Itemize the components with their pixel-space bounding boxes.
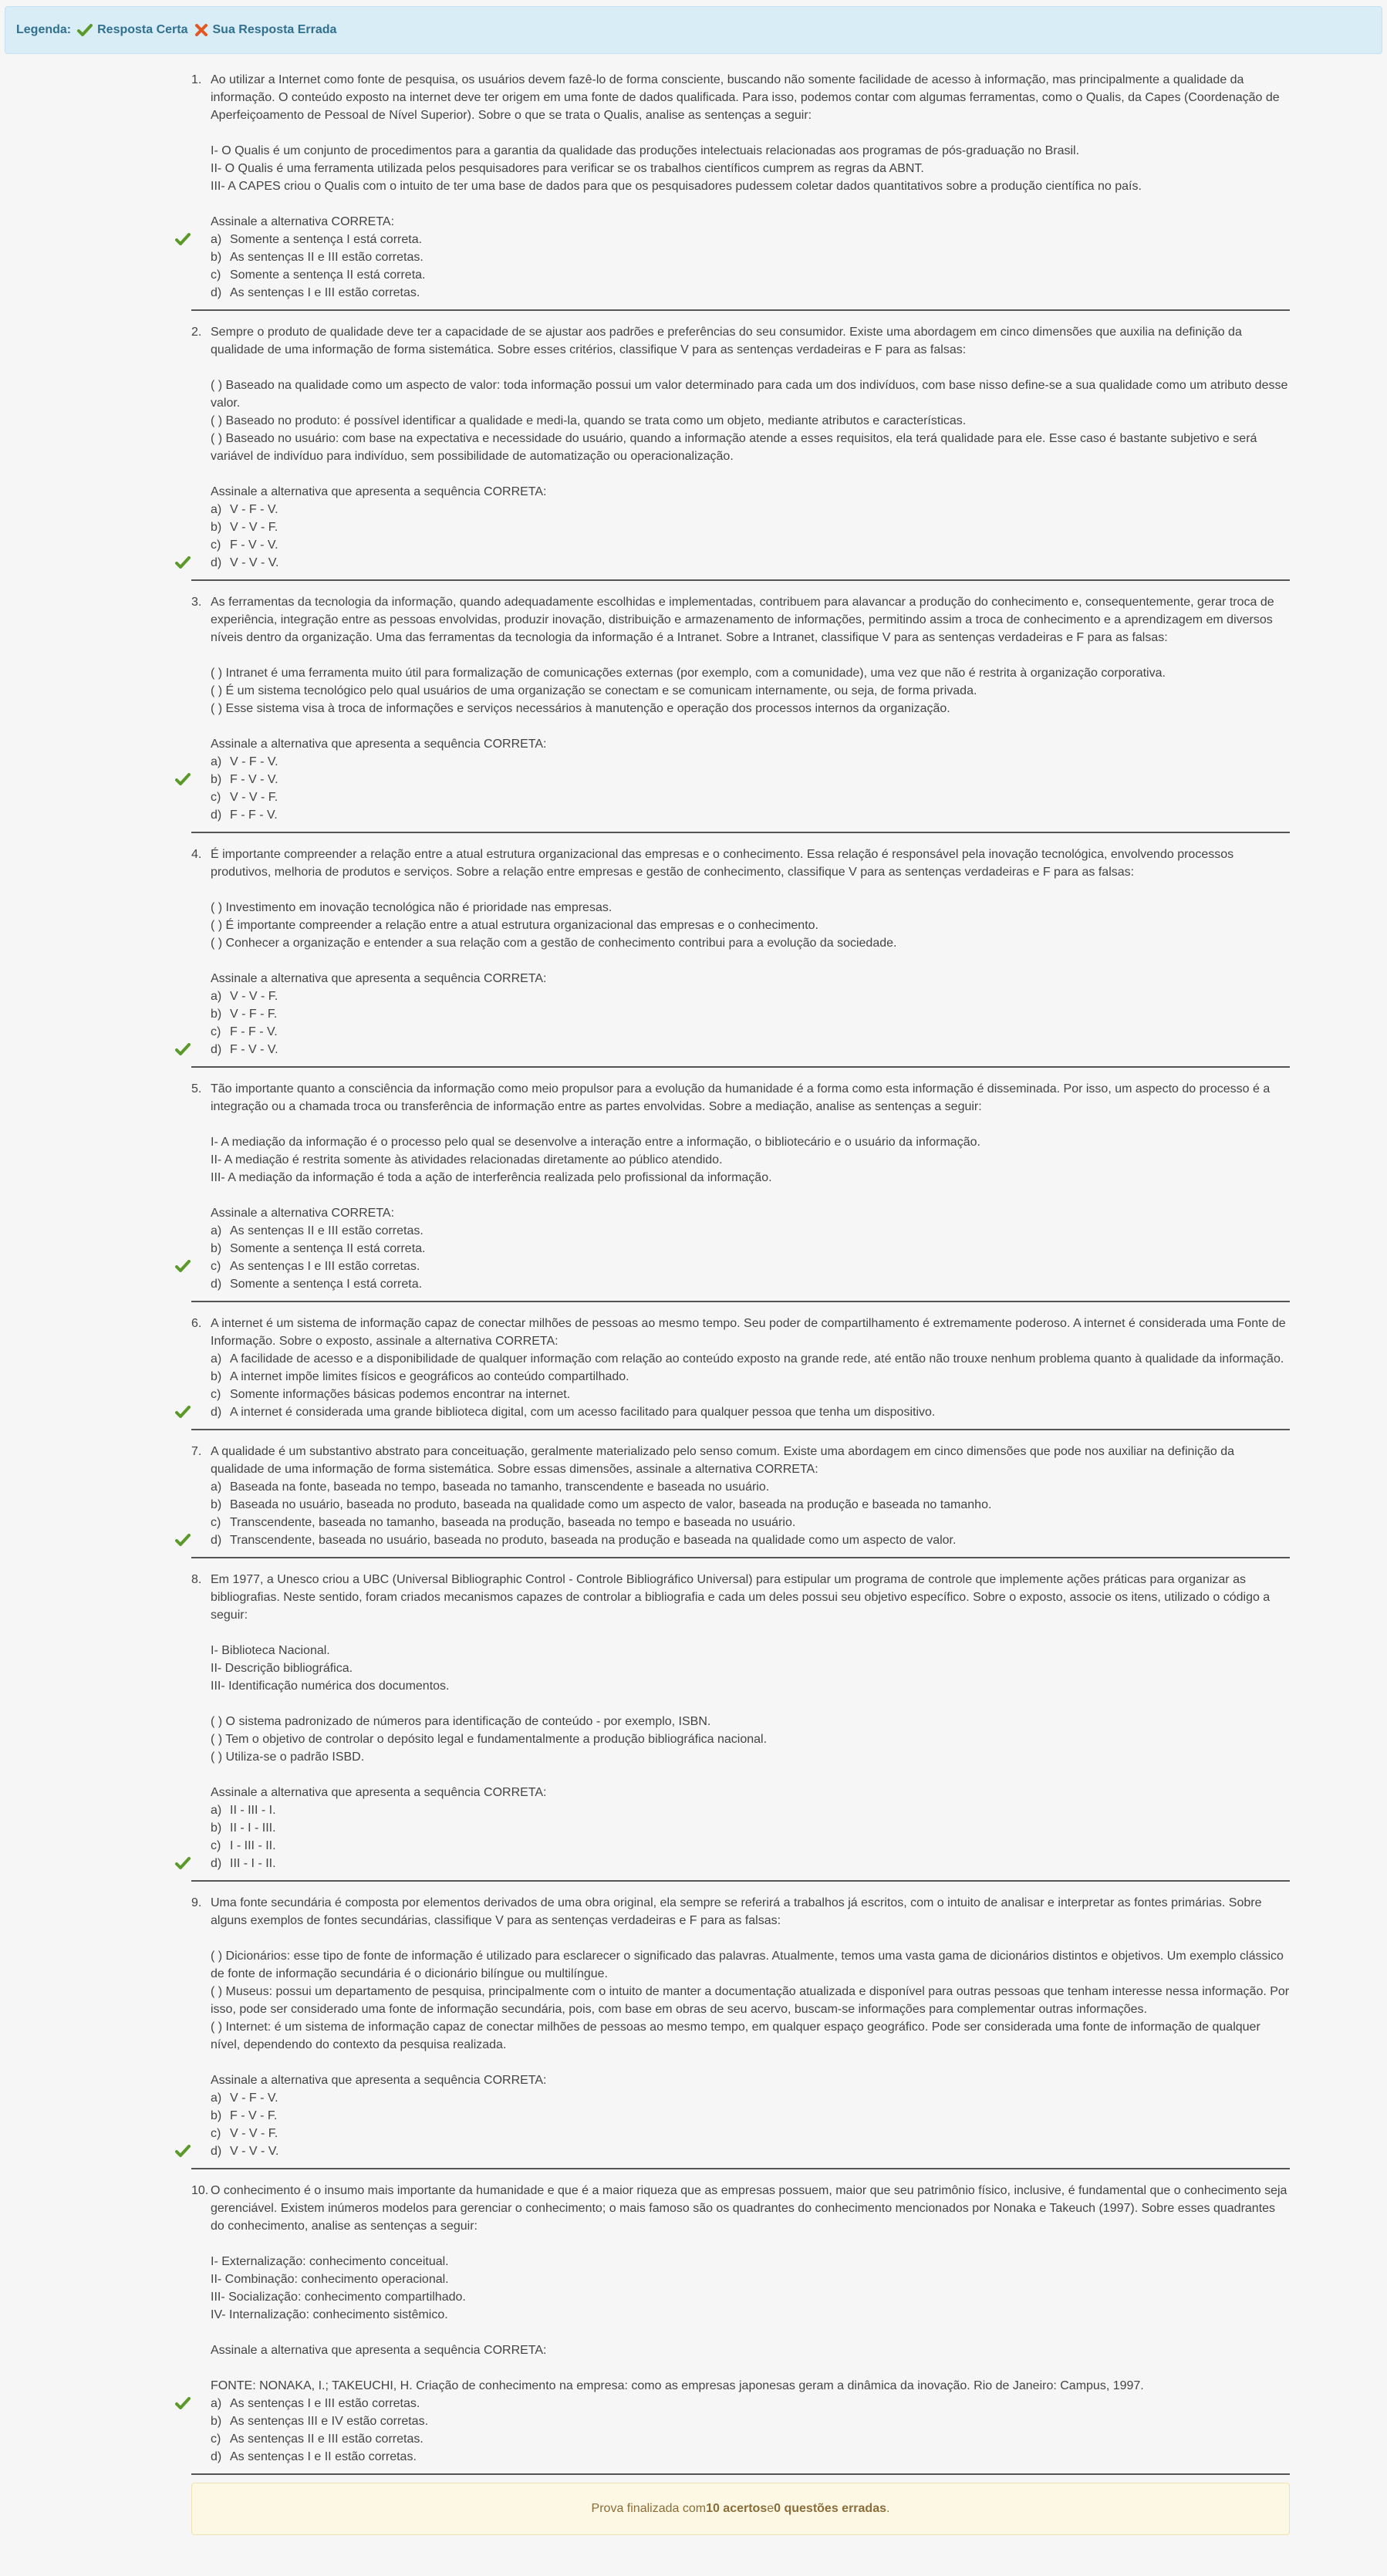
alternative-option — [211, 988, 1290, 1005]
alternative-letter: a) — [211, 2397, 222, 2410]
alternative-letter: c) — [211, 1388, 221, 1401]
alternative-option — [211, 788, 1290, 806]
alternative-letter: d) — [211, 1043, 222, 1056]
blank-line — [211, 2359, 1290, 2377]
question-paragraph: I- O Qualis é um conjunto de procedimentos para a garantia da qualidade das produções intelectuais relacionadas aos programas de pós-graduação no Brasil. — [211, 144, 1080, 157]
result-wrong-count: 0 questões erradas — [774, 2502, 886, 2515]
alternative-text: As sentenças I e II estão corretas. — [230, 2450, 417, 2463]
legend-correct-label: Resposta Certa — [97, 23, 188, 36]
blank-line — [211, 2324, 1290, 2341]
question-paragraph: ( ) Utiliza-se o padrão ISBD. — [211, 1751, 365, 1764]
question-paragraph: II- O Qualis é uma ferramenta utilizada pelos pesquisadores para verificar se os trabalhos científicos cumprem as regras da ABNT. — [211, 162, 924, 175]
question-block — [191, 66, 1290, 311]
alternative-letter: b) — [211, 2109, 222, 2122]
question-number: 2. — [191, 326, 202, 339]
alternatives-list — [211, 1350, 1290, 1421]
alternative-letter: b) — [211, 1821, 222, 1835]
alternative-text: Somente a sentença I está correta. — [230, 233, 423, 246]
question-row — [191, 593, 1290, 753]
question-block — [191, 319, 1290, 581]
blank-line — [211, 124, 1290, 142]
alternatives-list — [211, 988, 1290, 1058]
alternative-letter: a) — [211, 1352, 222, 1366]
alternative-letter: b) — [211, 1370, 222, 1383]
alternatives-list — [211, 231, 1290, 302]
alternative-letter: d) — [211, 2145, 222, 2158]
question-paragraph: Em 1977, a Unesco criou a UBC (Universal Bibliographic Control - Controle Bibliográfico Universal) para estipular um programa de controle que implemente ações práticas para organizar as bibliografias. Neste sentido, foram criados mecanismos capazes de controlar a bibliografia e cada um deles possui seu objetivo específico. Sobre o exposto, associe os itens, utilizado o código a seguir: — [211, 1573, 1271, 1622]
question-number: 5. — [191, 1082, 202, 1096]
check-icon — [175, 1534, 191, 1551]
alternatives-list — [211, 2395, 1290, 2466]
alternative-text: A internet é considerada uma grande biblioteca digital, com um acesso facilitado para qualquer pessoa que tenha um dispositivo. — [230, 1406, 936, 1419]
question-paragraph: Assinale a alternativa que apresenta a sequência CORRETA: — [211, 738, 547, 751]
alternative-letter: b) — [211, 251, 222, 264]
question-paragraph: IV- Internalização: conhecimento sistêmico. — [211, 2308, 448, 2321]
question-paragraph: ( ) Baseado no usuário: com base na expectativa e necessidade do usuário, quando a informação atende a esses requisitos, ela terá qualidade para ele. Esse caso é bastante subjetivo e será variável de indivíduo para indivíduo, sem possibilidade de automatização ou operacionalização. — [211, 432, 1257, 463]
blank-line — [211, 2054, 1290, 2071]
blank-line — [211, 1116, 1290, 1133]
alternative-option — [211, 1496, 1290, 1514]
alternative-option — [211, 1222, 1290, 1240]
question-text — [211, 846, 1290, 988]
question-row — [191, 1443, 1290, 1478]
alternative-letter: a) — [211, 1480, 222, 1494]
alternative-option — [211, 2430, 1290, 2448]
question-paragraph: III- Identificação numérica dos documentos. — [211, 1680, 450, 1693]
alternative-text: V - V - V. — [230, 2145, 279, 2158]
alternative-option — [211, 1258, 1290, 1275]
blank-line — [211, 1187, 1290, 1204]
alternative-text: Somente a sentença II está correta. — [230, 1242, 426, 1255]
alternative-letter: d) — [211, 1857, 222, 1870]
question-paragraph: III- Socialização: conhecimento compartilhado. — [211, 2291, 466, 2304]
alternative-text: Somente a sentença II está correta. — [230, 268, 426, 282]
blank-line — [211, 1624, 1290, 1642]
question-paragraph: ( ) É um sistema tecnológico pelo qual usuários de uma organização se conectam e se comunicam internamente, ou seja, de forma privada. — [211, 684, 977, 697]
alternative-letter: b) — [211, 773, 222, 786]
alternative-text: As sentenças II e III estão corretas. — [230, 2433, 424, 2446]
question-block — [191, 1889, 1290, 2169]
blank-line — [211, 465, 1290, 483]
question-paragraph: ( ) Tem o objetivo de controlar o depósito legal e fundamentalmente a produção bibliográfica nacional. — [211, 1733, 768, 1746]
alternative-text: Somente informações básicas podemos encontrar na internet. — [230, 1388, 571, 1401]
blank-line — [211, 881, 1290, 899]
alternative-option — [211, 1350, 1290, 1368]
question-row — [191, 71, 1290, 231]
question-text — [211, 1894, 1290, 2089]
alternative-option — [211, 1403, 1290, 1421]
check-icon — [175, 233, 191, 251]
question-paragraph: As ferramentas da tecnologia da informação, quando adequadamente escolhidas e implementadas, contribuem para alavancar a produção do conhecimento e, consequentemente, gerar troca de experiência, integração entre as pessoas envolvidas, produzir inovação, distribuição e armazenamento de informações, permitindo assim a troca de conhecimento e a aprendizagem em diversos níveis dentro da organização. Uma das ferramentas da tecnologia da informação é a Intranet. Sobre a Intranet, classifique V para as sentenças verdadeiras e F para as falsas: — [211, 596, 1274, 644]
alternative-option — [211, 1005, 1290, 1023]
alternative-letter: a) — [211, 503, 222, 516]
question-number: 4. — [191, 848, 202, 861]
alternative-text: V - V - F. — [230, 791, 278, 804]
question-row — [191, 1571, 1290, 1801]
check-icon — [175, 2145, 191, 2162]
alternative-text: Transcendente, baseada no usuário, baseada no produto, baseada na produção e baseada na qualidade como um aspecto de valor. — [230, 1534, 957, 1547]
alternative-option — [211, 2412, 1290, 2430]
question-paragraph: III- A CAPES criou o Qualis com o intuito de ter uma base de dados para que os pesquisadores pudessem coletar dados quantitativos sobre a produção científica no país. — [211, 180, 1142, 193]
alternative-letter: c) — [211, 2433, 221, 2446]
alternative-option — [211, 1023, 1290, 1041]
alternative-option — [211, 1855, 1290, 1872]
question-paragraph: II- Descrição bibliográfica. — [211, 1662, 353, 1675]
alternative-letter: a) — [211, 1224, 222, 1237]
alternatives-list — [211, 2089, 1290, 2160]
check-icon — [77, 24, 93, 36]
alternative-letter: b) — [211, 521, 222, 534]
cross-icon — [194, 23, 208, 37]
alternative-option — [211, 1478, 1290, 1496]
alternative-letter: c) — [211, 1839, 221, 1852]
alternative-letter: b) — [211, 1242, 222, 1255]
question-paragraph: ( ) Dicionários: esse tipo de fonte de informação é utilizado para esclarecer o significado das palavras. Atualmente, temos uma vasta gama de dicionários distintos e objetivos. Um exemplo clássico de fonte de informação secundária é o dicionário bilíngue ou multilíngue. — [211, 1950, 1284, 1980]
alternative-text: V - V - F. — [230, 990, 278, 1003]
alternative-letter: c) — [211, 268, 221, 282]
question-row — [191, 1894, 1290, 2089]
check-icon — [175, 2397, 191, 2415]
alternative-text: As sentenças I e III estão corretas. — [230, 286, 420, 299]
question-paragraph: I- A mediação da informação é o processo pelo qual se desenvolve a interação entre a informação, o bibliotecário e o usuário da informação. — [211, 1136, 980, 1149]
alternative-option — [211, 284, 1290, 302]
alternative-option — [211, 2395, 1290, 2412]
question-paragraph: ( ) O sistema padronizado de números para identificação de conteúdo - por exemplo, ISBN. — [211, 1715, 711, 1728]
alternative-letter: b) — [211, 2415, 222, 2428]
question-text — [211, 323, 1290, 501]
question-paragraph: Assinale a alternativa que apresenta a sequência CORRETA: — [211, 1786, 547, 1799]
alternative-option — [211, 1275, 1290, 1293]
question-paragraph: FONTE: NONAKA, I.; TAKEUCHI, H. Criação de conhecimento na empresa: como as empresas japonesas geram a dinâmica da inovação. Rio de Janeiro: Campus, 1997. — [211, 2379, 1144, 2392]
blank-line — [211, 717, 1290, 735]
blank-line — [211, 359, 1290, 376]
question-paragraph: ( ) Investimento em inovação tecnológica não é prioridade nas empresas. — [211, 901, 613, 914]
question-block — [191, 2177, 1290, 2475]
alternative-option — [211, 2125, 1290, 2142]
alternative-text: As sentenças I e III estão corretas. — [230, 2397, 420, 2410]
alternative-text: V - F - V. — [230, 755, 278, 768]
alternative-option — [211, 1514, 1290, 1531]
question-paragraph: I- Biblioteca Nacional. — [211, 1644, 330, 1657]
alternative-letter: c) — [211, 538, 221, 552]
question-block — [191, 841, 1290, 1068]
alternative-letter: d) — [211, 809, 222, 822]
question-number: 6. — [191, 1317, 202, 1330]
check-icon — [175, 1260, 191, 1278]
alternative-option — [211, 501, 1290, 518]
alternative-option — [211, 231, 1290, 248]
question-paragraph: O conhecimento é o insumo mais importante da humanidade e que é a maior riqueza que as empresas possuem, maior que seu patrimônio físico, inclusive, é fundamental que o conhecimento seja gerenciável. Existem inúmeros modelos para gerenciar o conhecimento; o mais famoso são os quadrantes do conhecimento mencionados por Nonaka e Takeuch (1997). Sobre esses quadrantes do conhecimento, analise as sentenças a seguir: — [211, 2184, 1287, 2233]
alternative-letter: c) — [211, 1260, 221, 1273]
question-text — [211, 1443, 1290, 1478]
alternative-letter: a) — [211, 990, 222, 1003]
alternative-text: As sentenças II e III estão corretas. — [230, 251, 424, 264]
question-paragraph: ( ) Esse sistema visa à troca de informações e serviços necessários à manutenção e operação dos processos internos da organização. — [211, 702, 950, 715]
alternatives-list — [211, 501, 1290, 572]
alternative-text: V - F - V. — [230, 2092, 278, 2105]
question-block — [191, 1566, 1290, 1882]
alternatives-list — [211, 753, 1290, 824]
blank-line — [211, 1766, 1290, 1784]
blank-line — [211, 952, 1290, 970]
question-paragraph: III- A mediação da informação é toda a ação de interferência realizada pelo profissional da informação. — [211, 1171, 772, 1184]
question-paragraph: II- A mediação é restrita somente às atividades relacionadas diretamente ao público atendido. — [211, 1153, 723, 1166]
alternative-letter: a) — [211, 233, 222, 246]
alternative-option — [211, 1801, 1290, 1819]
alternative-letter: a) — [211, 2092, 222, 2105]
alternative-text: III - I - II. — [230, 1857, 276, 1870]
alternative-text: Somente a sentença I está correta. — [230, 1278, 423, 1291]
result-prefix: Prova finalizada com — [591, 2502, 707, 2515]
alternative-letter: d) — [211, 1278, 222, 1291]
alternative-text: F - V - V. — [230, 538, 278, 552]
alternative-option — [211, 1240, 1290, 1258]
question-row — [191, 1080, 1290, 1222]
alternative-text: V - F - F. — [230, 1008, 278, 1021]
alternative-letter: c) — [211, 2127, 221, 2140]
blank-line — [211, 1929, 1290, 1947]
alternative-option — [211, 1837, 1290, 1855]
alternative-option — [211, 1041, 1290, 1058]
alternative-option — [211, 518, 1290, 536]
alternative-option — [211, 1368, 1290, 1386]
alternative-option — [211, 536, 1290, 554]
check-icon — [175, 1857, 191, 1875]
alternative-letter: c) — [211, 1025, 221, 1038]
alternative-option — [211, 2448, 1290, 2466]
question-block — [191, 589, 1290, 833]
question-row — [191, 323, 1290, 501]
alternative-text: F - F - V. — [230, 809, 278, 822]
alternatives-list — [211, 1801, 1290, 1872]
legend-label: Legenda: — [16, 23, 72, 36]
question-paragraph: ( ) Intranet é uma ferramenta muito útil para formalização de comunicações externas (por exemplo, com a comunidade), uma vez que não é restrita à organização corporativa. — [211, 667, 1166, 680]
question-paragraph: Assinale a alternativa que apresenta a sequência CORRETA: — [211, 2074, 547, 2087]
alternative-option — [211, 771, 1290, 788]
question-paragraph: ( ) Baseado no produto: é possível identificar a qualidade e medi-la, quando se trata como um objeto, mediante atributos e características. — [211, 414, 967, 427]
alternative-letter: d) — [211, 1406, 222, 1419]
question-text — [211, 1080, 1290, 1222]
alternative-option — [211, 1531, 1290, 1549]
legend-wrong — [194, 23, 337, 37]
question-paragraph: Assinale a alternativa que apresenta a sequência CORRETA: — [211, 485, 547, 498]
alternative-letter: d) — [211, 2450, 222, 2463]
question-number: 3. — [191, 596, 202, 609]
alternative-text: As sentenças II e III estão corretas. — [230, 1224, 424, 1237]
alternative-letter: c) — [211, 791, 221, 804]
question-block — [191, 1310, 1290, 1430]
question-row — [191, 2182, 1290, 2395]
result-banner — [191, 2483, 1290, 2535]
blank-line — [211, 2235, 1290, 2253]
question-number: 9. — [191, 1896, 202, 1909]
question-block — [191, 1075, 1290, 1302]
alternative-option — [211, 1386, 1290, 1403]
alternative-letter: d) — [211, 286, 222, 299]
question-text — [211, 71, 1290, 231]
alternative-text: II - III - I. — [230, 1804, 276, 1817]
question-number: 8. — [191, 1573, 202, 1586]
alternative-text: V - F - V. — [230, 503, 278, 516]
alternative-option — [211, 266, 1290, 284]
question-paragraph: A internet é um sistema de informação capaz de conectar milhões de pessoas ao mesmo tempo. Seu poder de compartilhamento é extremamente poderoso. A internet é considerada uma Fonte de Informação. Sobre o exposto, assinale a alternativa CORRETA: — [211, 1317, 1286, 1348]
question-number: 7. — [191, 1445, 202, 1458]
question-row — [191, 1315, 1290, 1350]
question-paragraph: É importante compreender a relação entre a atual estrutura organizacional das empresas e o conhecimento. Essa relação é responsável pela inovação tecnológica, envolvendo processos produtivos, melhoria de produtos e serviços. Sobre a relação entre empresas e gestão de conhecimento, classifique V para as sentenças verdadeiras e F para as falsas: — [211, 848, 1234, 879]
blank-line — [211, 195, 1290, 213]
question-paragraph: II- Combinação: conhecimento operacional. — [211, 2273, 449, 2286]
alternative-option — [211, 1819, 1290, 1837]
alternative-text: As sentenças III e IV estão corretas. — [230, 2415, 429, 2428]
legend-wrong-label: Sua Resposta Errada — [212, 23, 337, 36]
question-block — [191, 1438, 1290, 1558]
question-paragraph: ( ) Baseado na qualidade como um aspecto de valor: toda informação possui um valor determinado para cada um dos indivíduos, com base nisso define-se a sua qualidade como um atributo desse valor. — [211, 379, 1288, 410]
legend-bar — [5, 6, 1382, 54]
question-row — [191, 846, 1290, 988]
alternative-letter: b) — [211, 1008, 222, 1021]
alternative-option — [211, 2089, 1290, 2107]
alternative-text: F - V - V. — [230, 773, 278, 786]
question-paragraph: Assinale a alternativa que apresenta a sequência CORRETA: — [211, 972, 547, 985]
legend-correct — [77, 23, 187, 37]
alternative-text: F - F - V. — [230, 1025, 278, 1038]
alternative-option — [211, 806, 1290, 824]
question-paragraph: ( ) É importante compreender a relação entre a atual estrutura organizacional das empresas e o conhecimento. — [211, 919, 818, 932]
alternative-text: F - V - F. — [230, 2109, 278, 2122]
question-paragraph: Ao utilizar a Internet como fonte de pesquisa, os usuários devem fazê-lo de forma consciente, buscando não somente facilidade de acesso à informação, mas principalmente a qualidade da informação. O conteúdo exposto na internet deve ter origem em uma fonte de dados qualificada. Para isso, podemos contar com algumas ferramentas, como o Qualis, da Capes (Coordenação de Aperfeiçoamento de Pessoal de Nível Superior). Sobre o que se trata o Qualis, analise as sentenças a seguir: — [211, 73, 1280, 122]
question-paragraph: Assinale a alternativa CORRETA: — [211, 215, 395, 228]
alternative-letter: b) — [211, 1498, 222, 1511]
alternative-text: V - V - F. — [230, 521, 278, 534]
alternative-text: Transcendente, baseada no tamanho, baseada na produção, baseada no tempo e baseada no usuário. — [230, 1516, 796, 1529]
check-icon — [175, 556, 191, 574]
alternative-letter: d) — [211, 556, 222, 569]
question-text — [211, 593, 1290, 753]
check-icon — [175, 773, 191, 791]
check-icon — [175, 1406, 191, 1423]
question-paragraph: ( ) Conhecer a organização e entender a sua relação com a gestão de conhecimento contribui para a evolução da sociedade. — [211, 937, 897, 950]
alternative-option — [211, 753, 1290, 771]
question-paragraph: Sempre o produto de qualidade deve ter a capacidade de se ajustar aos padrões e preferências do seu consumidor. Existe uma abordagem em cinco dimensões que auxilia na definição da qualidade de uma informação de forma sistemática. Sobre esses critérios, classifique V para as sentenças verdadeiras e F para as falsas: — [211, 326, 1242, 356]
alternative-text: Baseada na fonte, baseada no tempo, baseada no tamanho, transcendente e baseada no usuário. — [230, 1480, 770, 1494]
result-suffix: . — [886, 2502, 890, 2515]
alternative-text: V - V - V. — [230, 556, 279, 569]
check-icon — [175, 1043, 191, 1061]
alternative-letter: c) — [211, 1516, 221, 1529]
alternative-text: As sentenças I e III estão corretas. — [230, 1260, 420, 1273]
blank-line — [211, 647, 1290, 664]
alternative-option — [211, 2142, 1290, 2160]
result-middle: e — [767, 2502, 774, 2515]
question-paragraph: Uma fonte secundária é composta por elementos derivados de uma obra original, ela sempre se referirá a trabalhos já escritos, com o intuito de analisar e interpretar as fontes primárias. Sobre alguns exemplos de fontes secundárias, classifique V para as sentenças verdadeiras e F para as falsas: — [211, 1896, 1262, 1927]
question-paragraph: I- Externalização: conhecimento conceitual. — [211, 2255, 449, 2268]
alternative-letter: d) — [211, 1534, 222, 1547]
alternative-text: II - I - III. — [230, 1821, 276, 1835]
alternative-text: A internet impõe limites físicos e geográficos ao conteúdo compartilhado. — [230, 1370, 629, 1383]
alternative-text: F - V - V. — [230, 1043, 278, 1056]
alternative-letter: a) — [211, 755, 222, 768]
question-text — [211, 1571, 1290, 1801]
alternatives-list — [211, 1478, 1290, 1549]
question-text — [211, 2182, 1290, 2395]
alternative-text: Baseada no usuário, baseada no produto, baseada na qualidade como um aspecto de valor, baseada na produção e baseada no tamanho. — [230, 1498, 992, 1511]
question-paragraph: Assinale a alternativa que apresenta a sequência CORRETA: — [211, 2344, 547, 2357]
alternative-option — [211, 554, 1290, 572]
alternative-option — [211, 2107, 1290, 2125]
alternative-text: V - V - F. — [230, 2127, 278, 2140]
question-paragraph: A qualidade é um substantivo abstrato para conceituação, geralmente materializado pelo senso comum. Existe uma abordagem em cinco dimensões que pode nos auxiliar na definição da qualidade de uma informação de forma sistemática. Sobre essas dimensões, assinale a alternativa CORRETA: — [211, 1445, 1235, 1476]
exam-results — [191, 66, 1290, 2535]
question-paragraph: ( ) Museus: possui um departamento de pesquisa, principalmente com o intuito de manter a documentação atualizada e disponível para outras pessoas que tenham interesse nessa informação. Por isso, pode ser considerado uma fonte de informação secundária, pois, com base em obras de seu acervo, buscam-se informações para complementar outras informações. — [211, 1985, 1290, 2016]
blank-line — [211, 1695, 1290, 1713]
result-correct-count: 10 acertos — [706, 2502, 768, 2515]
alternative-text: A facilidade de acesso e a disponibilidade de qualquer informação com relação ao conteúdo exposto na grande rede, até então não trouxe nenhum problema quanto à qualidade da informação. — [230, 1352, 1284, 1366]
question-text — [211, 1315, 1290, 1350]
question-number: 10. — [191, 2184, 209, 2197]
question-paragraph: Tão importante quanto a consciência da informação como meio propulsor para a evolução da humanidade é a forma como esta informação é disseminada. Por isso, um aspecto do processo é a integração ou a chamada troca ou transferência de informação entre as partes envolvidas. Sobre a mediação, analise as sentenças a seguir: — [211, 1082, 1271, 1113]
alternatives-list — [211, 1222, 1290, 1293]
alternative-option — [211, 248, 1290, 266]
alternative-text: I - III - II. — [230, 1839, 276, 1852]
question-paragraph: Assinale a alternativa CORRETA: — [211, 1207, 395, 1220]
alternative-letter: a) — [211, 1804, 222, 1817]
question-paragraph: ( ) Internet: é um sistema de informação capaz de conectar milhões de pessoas ao mesmo tempo, em qualquer espaço geográfico. Pode ser considerada uma fonte de informação de qualquer nível, dependendo do contexto da pesquisa realizada. — [211, 2021, 1260, 2051]
question-number: 1. — [191, 73, 202, 86]
